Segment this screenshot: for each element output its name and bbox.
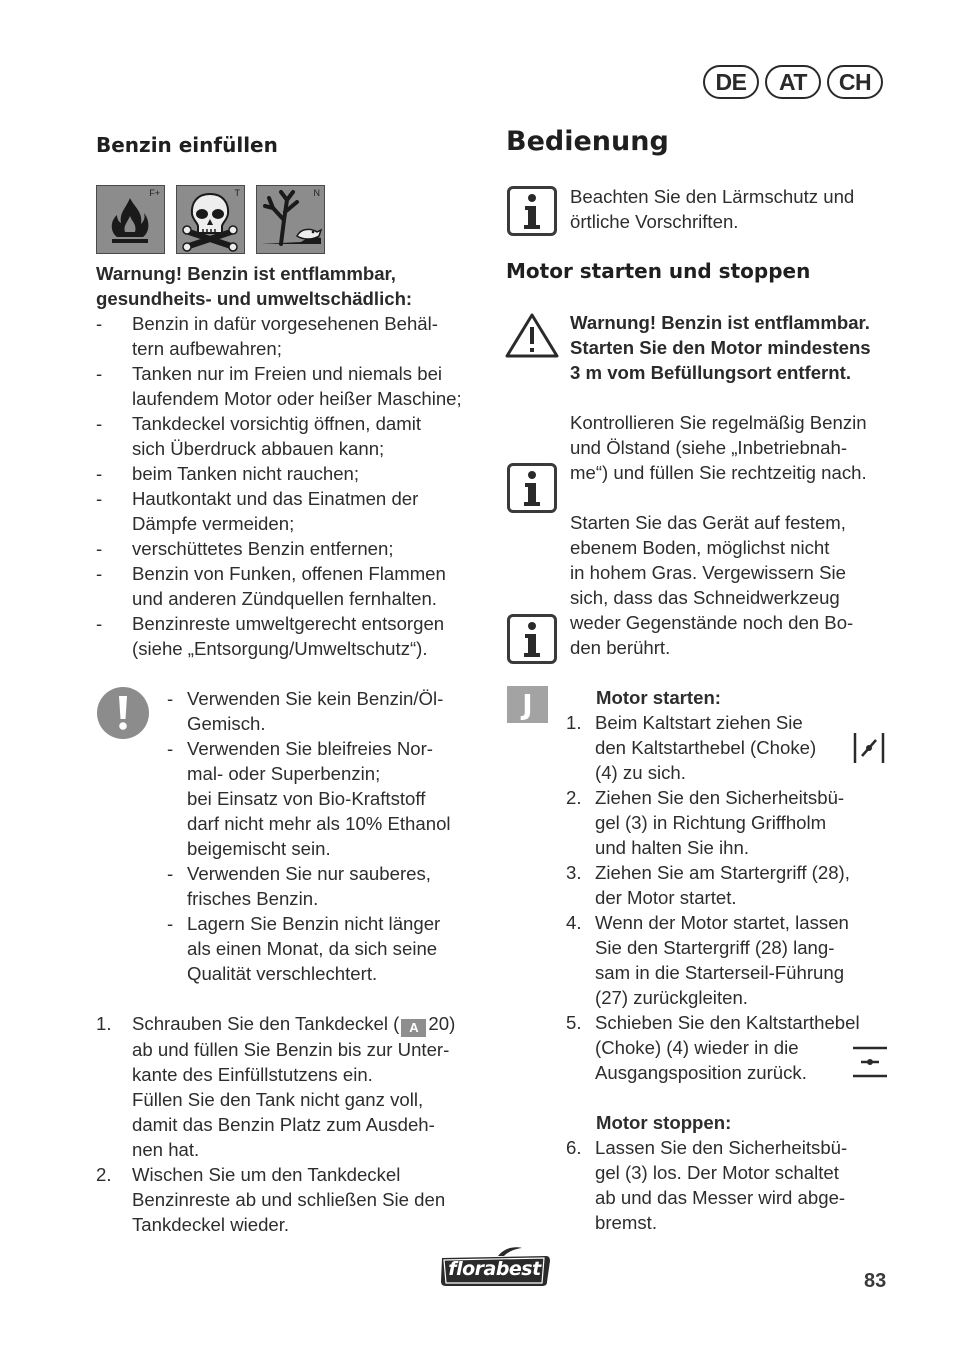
list-item-text: frisches Benzin.: [187, 888, 319, 909]
paragraph-line: den berührt.: [570, 637, 671, 658]
list-item-text: Tanken nur im Freien und niemals bei: [132, 363, 443, 384]
step-item: [566, 1010, 896, 1085]
info-icon: [507, 463, 557, 513]
list-item: [167, 861, 487, 911]
step-text: nen hat.: [132, 1139, 200, 1160]
list-item-text: beigemischt sein.: [187, 838, 331, 859]
environment-hazard-icon: N: [256, 185, 325, 254]
step-item: [566, 910, 896, 1010]
list-item-text: Qualität verschlechtert.: [187, 963, 378, 984]
list-item-text: und anderen Zündquellen fernhalten.: [132, 588, 437, 609]
step-text: ab und das Messer wird abge-: [595, 1187, 846, 1208]
list-item-text: Verwenden Sie nur sauberes,: [187, 863, 431, 884]
list-item-text: Dämpfe vermeiden;: [132, 513, 295, 534]
list-item-text: Benzin in dafür vorgesehenen Behäl-: [132, 313, 438, 334]
skull-crossbones-icon: T: [176, 185, 245, 254]
motor-stop-list: [566, 1135, 896, 1235]
step-number: 2.: [566, 787, 582, 808]
list-item-text: bei Einsatz von Bio-Kraftstoff: [187, 788, 426, 809]
step-number: 5.: [566, 1012, 582, 1033]
flame-icon: F+: [96, 185, 165, 254]
list-item: [96, 461, 491, 486]
list-item-text: verschüttetes Benzin entfernen;: [132, 538, 394, 559]
step-text: bremst.: [595, 1212, 657, 1233]
fill-steps: [96, 1011, 491, 1237]
bullet-dash: -: [96, 363, 103, 384]
list-item: [96, 536, 491, 561]
info-icon: [507, 614, 557, 664]
ground-info-text: [570, 510, 900, 660]
list-item-text: (siehe „Entsorgung/Umweltschutz“).: [132, 638, 428, 659]
list-item: [96, 361, 491, 411]
choke-open-icon: [852, 1045, 888, 1079]
country-badges: [703, 65, 883, 99]
paragraph-line: sich, dass das Schneidwerkzeug: [570, 587, 840, 608]
step-text: (Choke) (4) wieder in die: [595, 1037, 799, 1058]
list-item: [96, 561, 491, 611]
bullet-dash: -: [167, 863, 174, 884]
list-item-text: Gemisch.: [187, 713, 266, 734]
step-text: kante des Einfüllstutzens ein.: [132, 1064, 373, 1085]
country-badge-ch: CH: [827, 65, 883, 99]
paragraph-line: Beachten Sie den Lärmschutz und: [570, 186, 855, 207]
paragraph-line: Starten Sie das Gerät auf festem,: [570, 512, 846, 533]
bullet-dash: -: [96, 563, 103, 584]
list-item-text: sich Überdruck abbauen kann;: [132, 438, 385, 459]
list-item: [96, 486, 491, 536]
list-item-text: Benzin von Funken, offenen Flammen: [132, 563, 446, 584]
list-item-text: Hautkontakt und das Einatmen der: [132, 488, 419, 509]
fill-step-2: 2. Wischen Sie um den Tankdeckel Benzinreste ab und schließen Sie den Tankdeckel wieder.: [96, 1162, 491, 1237]
step-text: Lassen Sie den Sicherheitsbü-: [595, 1137, 848, 1158]
list-item-text: Benzinreste umweltgerecht entsorgen: [132, 613, 445, 634]
step-number: 6.: [566, 1137, 582, 1158]
motor-stop-title: Motor stoppen:: [596, 1112, 732, 1133]
warning-triangle-icon: [505, 312, 559, 358]
page-number: 83: [864, 1270, 887, 1292]
list-item-text: darf nicht mehr als 10% Ethanol: [187, 813, 451, 834]
step-text: Wenn der Motor startet, lassen: [595, 912, 849, 933]
bullet-dash: -: [96, 413, 103, 434]
step-text: und halten Sie ihn.: [595, 837, 750, 858]
figure-a-badge: A: [401, 1019, 426, 1037]
step-text: Benzinreste ab und schließen Sie den: [132, 1189, 446, 1210]
step-text: Ausgangsposition zurück.: [595, 1062, 807, 1083]
figure-j-badge: J: [507, 686, 548, 723]
step-text: (4) zu sich.: [595, 762, 686, 783]
paragraph-line: Starten Sie den Motor mindestens: [570, 337, 871, 358]
info-icon: [507, 186, 557, 236]
bullet-dash: -: [96, 313, 103, 334]
list-item: [167, 911, 487, 986]
step-text: (27) zurückgleiten.: [595, 987, 748, 1008]
bullet-dash: -: [96, 613, 103, 634]
step-text: Ziehen Sie am Startergriff (28),: [595, 862, 850, 883]
step-item: [566, 1135, 896, 1235]
step-item: [566, 785, 896, 860]
step-text: Wischen Sie um den Tankdeckel: [132, 1164, 401, 1185]
step-text: sam in die Starterseil-Führung: [595, 962, 845, 983]
step-item: [566, 710, 896, 785]
bullet-dash: -: [167, 913, 174, 934]
list-item: [96, 611, 491, 661]
list-item-text: laufendem Motor oder heißer Maschine;: [132, 388, 462, 409]
list-item: [167, 736, 487, 861]
list-item: [96, 411, 491, 461]
step-item: [566, 860, 896, 910]
bullet-dash: -: [96, 463, 103, 484]
fill-step-1: 1. Schrauben Sie den Tankdeckel ( A 20) ab und füllen Sie Benzin bis zur Unter- kante des Einfüllstutzens ein. Füllen Sie den Tank nicht ganz voll, damit das Benzin Platz zum Ausdeh- nen hat.: [96, 1011, 491, 1162]
step-text: ab und füllen Sie Benzin bis zur Unter-: [132, 1039, 450, 1060]
step-number: 3.: [566, 862, 582, 883]
motor-start-list: [566, 710, 896, 1085]
paragraph-line: und Ölstand (siehe „Inbetriebnah-: [570, 437, 848, 458]
choke-closed-icon: [852, 731, 886, 765]
bullet-dash: -: [167, 688, 174, 709]
list-item-text: Verwenden Sie kein Benzin/Öl-: [187, 688, 444, 709]
paragraph-line: örtliche Vorschriften.: [570, 211, 739, 232]
paragraph-line: ebenem Boden, möglichst nicht: [570, 537, 830, 558]
list-item-text: als einen Monat, da sich seine: [187, 938, 438, 959]
step-text: Schieben Sie den Kaltstarthebel: [595, 1012, 860, 1033]
section-heading-motor: Motor starten und stoppen: [506, 259, 811, 283]
bullet-dash: -: [96, 538, 103, 559]
bullet-dash: -: [167, 738, 174, 759]
step-text: Tankdeckel wieder.: [132, 1214, 290, 1235]
start-distance-warning: [570, 310, 900, 385]
paragraph-line: Warnung! Benzin ist entflammbar.: [570, 312, 870, 333]
motor-steps: [566, 685, 896, 1235]
list-item-text: Lagern Sie Benzin nicht länger: [187, 913, 441, 934]
warning-text-petrol: Warnung! Benzin ist entflammbar, gesundheits- und umweltschädlich:: [96, 263, 413, 309]
list-item-text: Tankdeckel vorsichtig öffnen, damit: [132, 413, 422, 434]
motor-start-title: Motor starten:: [596, 687, 721, 708]
paragraph-line: Kontrollieren Sie regelmäßig Benzin: [570, 412, 867, 433]
fuel-note-list: [167, 686, 487, 986]
section-heading-benzin: Benzin einfüllen: [96, 133, 278, 157]
country-badge-at: AT: [765, 65, 821, 99]
step-text: gel (3) los. Der Motor schaltet: [595, 1162, 839, 1183]
petrol-safety-list: [96, 311, 491, 661]
step-text: Ziehen Sie den Sicherheitsbü-: [595, 787, 845, 808]
step-text: der Motor startet.: [595, 887, 737, 908]
list-item-text: beim Tanken nicht rauchen;: [132, 463, 360, 484]
fuel-check-info-text: [570, 410, 900, 485]
list-item: [96, 311, 491, 361]
step-text: den Kaltstarthebel (Choke): [595, 737, 817, 758]
list-item-text: tern aufbewahren;: [132, 338, 282, 359]
paragraph-line: 3 m vom Befüllungsort entfernt.: [570, 362, 851, 383]
paragraph-line: me“) und füllen Sie rechtzeitig nach.: [570, 462, 867, 483]
paragraph-line: in hohem Gras. Vergewissern Sie: [570, 562, 846, 583]
step-text: damit das Benzin Platz zum Ausdeh-: [132, 1114, 435, 1135]
step-text: gel (3) in Richtung Griffholm: [595, 812, 827, 833]
list-item-text: Verwenden Sie bleifreies Nor-: [187, 738, 433, 759]
bullet-dash: -: [96, 488, 103, 509]
list-item-text: mal- oder Superbenzin;: [187, 763, 381, 784]
step-text: Füllen Sie den Tank nicht ganz voll,: [132, 1089, 424, 1110]
step-number: 4.: [566, 912, 582, 933]
florabest-logo: florabest: [438, 1246, 551, 1288]
paragraph-line: weder Gegenstände noch den Bo-: [570, 612, 854, 633]
step-number: 1.: [566, 712, 582, 733]
step-text: Sie den Startergriff (28) lang-: [595, 937, 835, 958]
exclamation-icon: [96, 686, 150, 740]
hazard-pictograms: [96, 185, 325, 254]
noise-info-text: [570, 184, 900, 234]
page-title-bedienung: Bedienung: [506, 126, 669, 157]
list-item: [167, 686, 487, 736]
country-badge-de: DE: [703, 65, 759, 99]
step-text: Beim Kaltstart ziehen Sie: [595, 712, 803, 733]
